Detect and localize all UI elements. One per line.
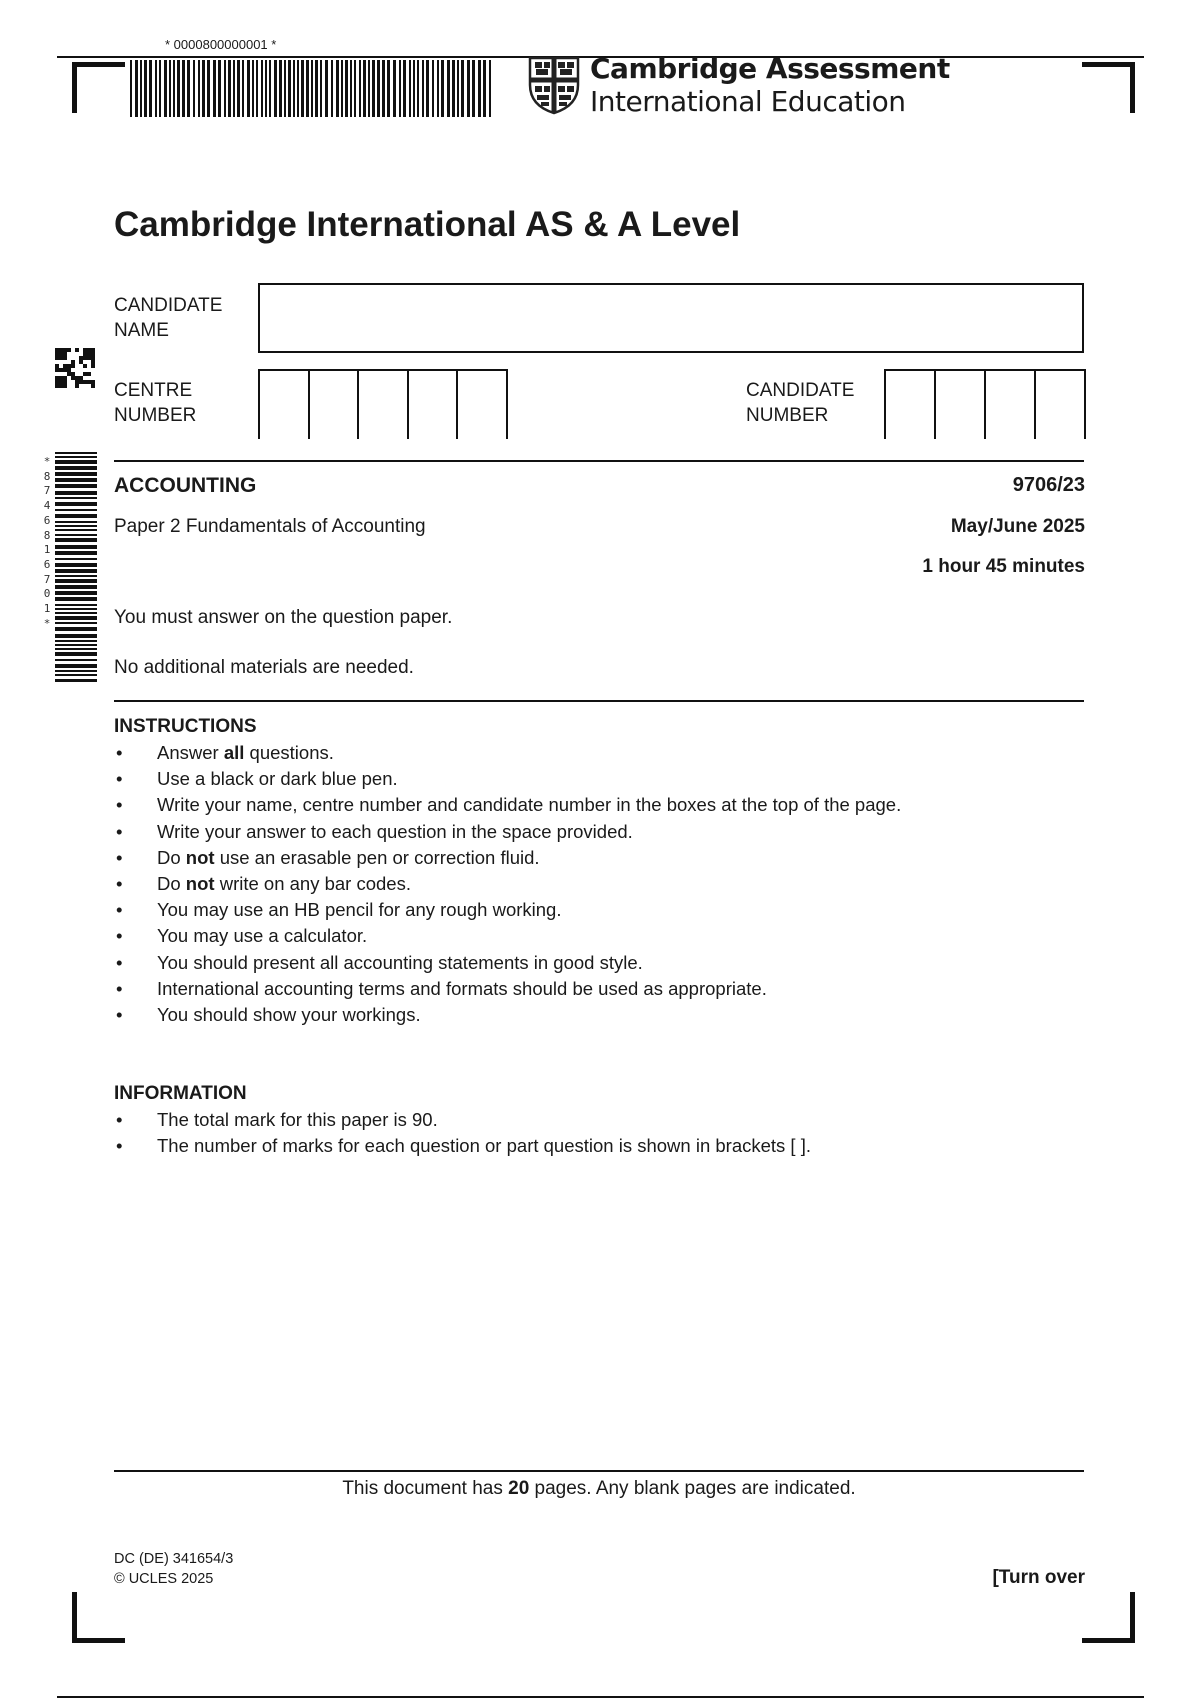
side-barcode-digit: 7: [43, 572, 51, 586]
instruction-text: You should present all accounting statements in good style.: [157, 951, 643, 973]
instruction-item: [114, 845, 901, 871]
exam-session: May/June 2025: [950, 516, 1085, 537]
logo-title: Cambridge Assessment: [590, 52, 950, 85]
materials-note: No additional materials are needed.: [114, 657, 414, 678]
bullet-icon: •: [116, 872, 123, 894]
cambridge-crest-icon: [527, 55, 581, 115]
instruction-item: [114, 871, 901, 897]
instruction-text-end: write on any bar codes.: [214, 872, 411, 894]
qr-code-image: [55, 348, 95, 388]
information-item: [114, 1107, 811, 1133]
information-text: The number of marks for each question or part question is shown in brackets [ ].: [157, 1135, 811, 1157]
bullet-icon: •: [116, 925, 123, 947]
instruction-text-end: use an erasable pen or correction fluid.: [214, 846, 540, 868]
instruction-emphasis: not: [185, 846, 215, 868]
side-barcode-digit: *: [43, 455, 51, 468]
paper-title: Paper 2 Fundamentals of Accounting: [114, 516, 426, 537]
bullet-icon: •: [116, 899, 123, 921]
information-text: The total mark for this paper is 90.: [157, 1109, 438, 1130]
syllabus-code: 9706/23: [1012, 474, 1085, 496]
bullet-icon: •: [116, 977, 123, 999]
side-barcode-digit: 6: [43, 513, 51, 527]
registration-mark-bottom-left: [72, 1592, 125, 1643]
instruction-item: [114, 950, 901, 976]
side-barcode-digit: *: [43, 616, 51, 630]
centre-number-digit-box[interactable]: [409, 371, 459, 439]
instruction-text: You may use an HB pencil for any rough working.: [157, 899, 562, 921]
qualification-title: Cambridge International AS & A Level: [114, 205, 741, 244]
instruction-item: [114, 897, 901, 923]
instructions-list: [114, 740, 901, 1028]
footer-rule: [114, 1470, 1084, 1472]
candidate-number-boxes[interactable]: [884, 369, 1086, 439]
centre-number-digit-box[interactable]: [260, 371, 310, 439]
information-list: [114, 1107, 811, 1159]
side-barcode-digit: 8: [43, 528, 51, 542]
side-barcode-digit: 6: [43, 557, 51, 571]
bullet-icon: •: [116, 951, 123, 973]
instructions-heading: INSTRUCTIONS: [114, 716, 257, 737]
instruction-item: [114, 819, 901, 845]
bullet-icon: •: [116, 742, 123, 763]
logo-subtitle: International Education: [590, 85, 906, 118]
divider-lower: [114, 700, 1084, 702]
instruction-item: [114, 766, 901, 792]
copyright-notice: © UCLES 2025: [114, 1571, 214, 1587]
bullet-icon: •: [116, 820, 123, 842]
side-barcode-digit: 4: [43, 499, 51, 513]
centre-number-boxes[interactable]: [258, 369, 508, 439]
instruction-emphasis: not: [185, 872, 215, 894]
side-barcode-digit: 7: [43, 484, 51, 498]
bullet-icon: •: [116, 1109, 123, 1130]
candidate-number-digit-box[interactable]: [886, 371, 936, 439]
instruction-emphasis: all: [223, 742, 245, 763]
instruction-text: Do: [157, 872, 186, 894]
side-barcode-digit: 1: [43, 602, 51, 616]
top-barcode-image: [130, 60, 496, 117]
instruction-text: You should show your workings.: [157, 1003, 421, 1025]
registration-mark-bottom-right: [1082, 1592, 1135, 1643]
side-barcode-digits: [40, 455, 54, 631]
candidate-number-digit-box[interactable]: [986, 371, 1036, 439]
instruction-text: You may use a calculator.: [157, 925, 368, 947]
page-count-statement: [114, 1478, 1084, 1500]
page-count-text-after: pages. Any blank pages are indicated.: [529, 1478, 856, 1499]
bullet-icon: •: [116, 846, 123, 868]
document-reference: DC (DE) 341654/3: [114, 1551, 234, 1567]
bullet-icon: •: [116, 768, 123, 790]
information-heading: INFORMATION: [114, 1083, 247, 1104]
instruction-text: Write your name, centre number and candidate number in the boxes at the top of the page.: [157, 794, 902, 816]
instruction-text: Do: [157, 846, 186, 868]
instruction-text: Write your answer to each question in the space provided.: [157, 820, 633, 842]
instruction-text: International accounting terms and formats should be used as appropriate.: [157, 977, 767, 999]
side-barcode-digit: 0: [43, 587, 51, 601]
centre-number-digit-box[interactable]: [458, 371, 508, 439]
candidate-name-label: CANDIDATE NAME: [114, 295, 223, 341]
information-item: [114, 1133, 811, 1159]
instruction-text-end: questions.: [244, 742, 334, 763]
instruction-item: [114, 740, 901, 766]
instruction-item: [114, 792, 901, 818]
bullet-icon: •: [116, 794, 123, 816]
bottom-border-rule: [57, 1696, 1144, 1698]
bullet-icon: •: [116, 1135, 123, 1157]
exam-duration: 1 hour 45 minutes: [922, 556, 1085, 577]
side-barcode-digit: 8: [43, 469, 51, 483]
answer-note: You must answer on the question paper.: [114, 607, 453, 628]
registration-mark-top-right: [1082, 62, 1135, 113]
barcode-number: * 0000800000001 *: [165, 37, 277, 52]
candidate-number-digit-box[interactable]: [1036, 371, 1086, 439]
centre-number-label: CENTRE NUMBER: [114, 380, 197, 426]
side-barcode-digit: 1: [43, 543, 51, 557]
turn-over-label: [Turn over: [992, 1567, 1085, 1588]
page-count-number: 20: [508, 1478, 530, 1499]
centre-number-digit-box[interactable]: [310, 371, 360, 439]
registration-mark-top-left: [72, 62, 125, 113]
candidate-name-field[interactable]: [258, 283, 1084, 353]
instruction-text: Answer: [157, 742, 224, 763]
page-count-text-before: This document has: [342, 1478, 509, 1499]
side-barcode-image: [55, 452, 97, 682]
centre-number-digit-box[interactable]: [359, 371, 409, 439]
instruction-item: [114, 923, 901, 949]
candidate-number-digit-box[interactable]: [936, 371, 986, 439]
bullet-icon: •: [116, 1003, 123, 1025]
instruction-text: Use a black or dark blue pen.: [157, 768, 398, 790]
candidate-number-label: CANDIDATE NUMBER: [746, 380, 855, 426]
instruction-item: [114, 976, 901, 1002]
subject-name: ACCOUNTING: [114, 474, 257, 497]
divider-upper: [114, 460, 1084, 462]
instruction-item: [114, 1002, 901, 1028]
